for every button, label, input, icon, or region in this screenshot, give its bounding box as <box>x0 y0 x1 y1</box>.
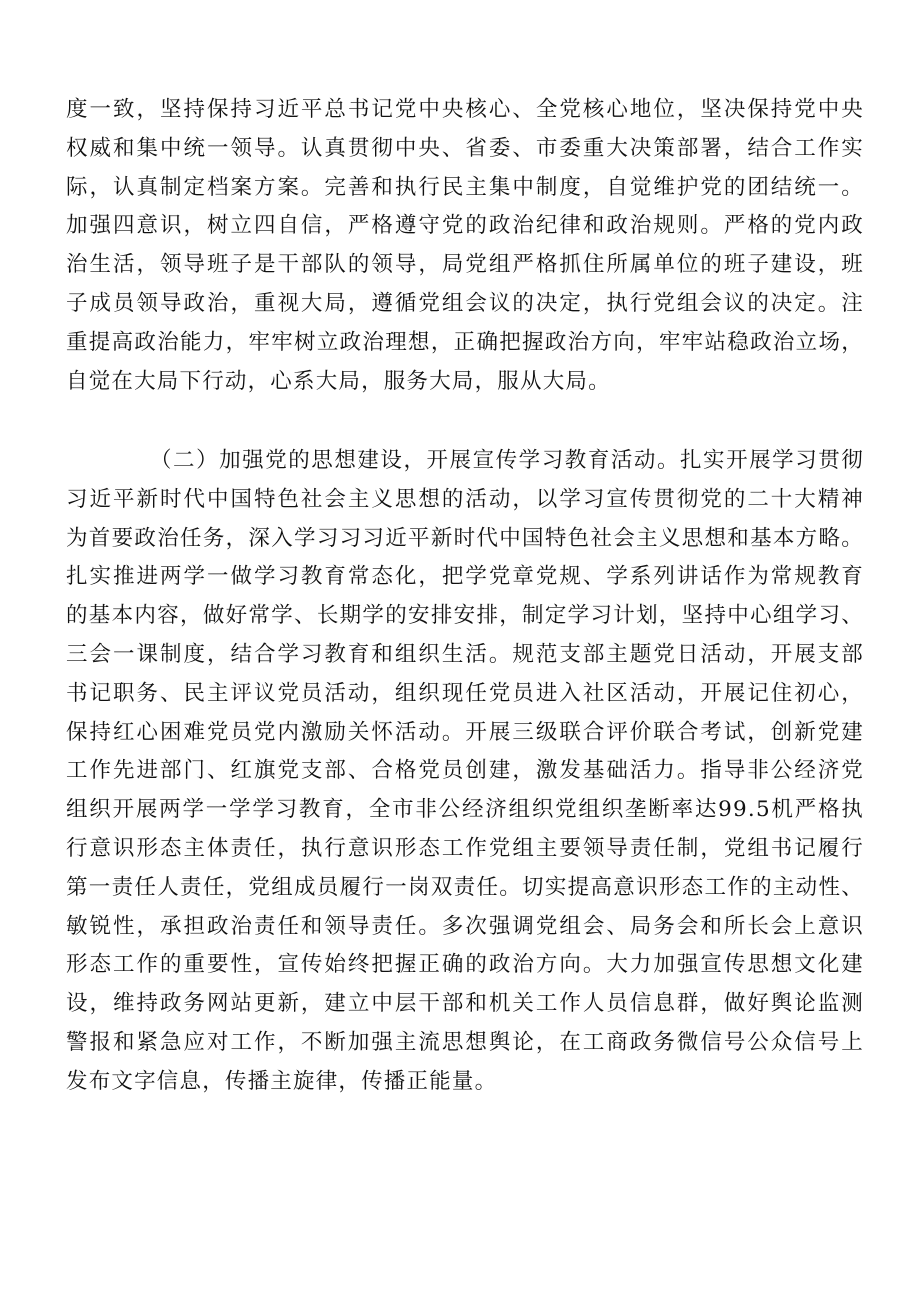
paragraph-2-line: （二）加强党的思想建设，开展宣传学习教育活动。扎实开展学习贯彻 <box>150 448 864 473</box>
paragraph-2-line: 为首要政治任务，深入学习习习近平新时代中国特色社会主义思想和基本方略。 <box>66 525 864 551</box>
paragraph-1-line: 际，认真制定档案方案。完善和执行民主集中制度，自觉维护党的团结统一。 <box>66 174 864 200</box>
paragraph-2-line: 书记职务、民主评议党员活动，组织现任党员进入社区活动，开展记住初心， <box>66 680 864 706</box>
paragraph-1 <box>66 91 864 401</box>
paragraph-2-line: 工作先进部门、红旗党支部、合格党员创建，激发基础活力。指导非公经济党 <box>66 758 864 784</box>
paragraph-1-line: 重提高政治能力，牢牢树立政治理想，正确把握政治方向，牢牢站稳政治立场， <box>66 329 864 355</box>
paragraph-2-line: 敏锐性，承担政治责任和领导责任。多次强调党组会、局务会和所长会上意识 <box>66 913 864 939</box>
paragraph-1-line: 加强四意识，树立四自信，严格遵守党的政治纪律和政治规则。严格的党内政 <box>66 213 864 239</box>
paragraph-2-line: 第一责任人责任，党组成员履行一岗双责任。切实提高意识形态工作的主动性、 <box>66 874 864 900</box>
paragraph-2-line: 设，维持政务网站更新，建立中层干部和机关工作人员信息群，做好舆论监测 <box>66 991 864 1017</box>
paragraph-1-line: 权威和集中统一领导。认真贯彻中央、省委、市委重大决策部署，结合工作实 <box>66 135 864 161</box>
paragraph-2-line: 发布文字信息，传播主旋律，传播正能量。 <box>66 1068 498 1094</box>
paragraph-1-line: 治生活，领导班子是干部队的领导，局党组严格抓住所属单位的班子建设，班 <box>66 252 864 278</box>
paragraph-2-line: 三会一课制度，结合学习教育和组织生活。规范支部主题党日活动，开展支部 <box>66 641 864 667</box>
paragraph-2-line: 的基本内容，做好常学、长期学的安排安排，制定学习计划，坚持中心组学习、 <box>66 603 864 629</box>
paragraph-2-line: 扎实推进两学一做学习教育常态化，把学党章党规、学系列讲话作为常规教育 <box>66 564 864 590</box>
paragraph-2-line: 习近平新时代中国特色社会主义思想的活动，以学习宣传贯彻党的二十大精神 <box>66 486 864 512</box>
paragraph-2-line: 行意识形态主体责任，执行意识形态工作党组主要领导责任制，党组书记履行 <box>66 835 864 861</box>
paragraph-2-line: 保持红心困难党员党内激励关怀活动。开展三级联合评价联合考试，创新党建 <box>66 719 864 745</box>
paragraph-1-line: 子成员领导政治，重视大局，遵循党组会议的决定，执行党组会议的决定。注 <box>66 290 864 316</box>
paragraph-1-line: 度一致，坚持保持习近平总书记党中央核心、全党核心地位，坚决保持党中央 <box>66 97 864 122</box>
paragraph-2 <box>66 442 864 1102</box>
paragraph-2-line: 组织开展两学一学学习教育，全市非公经济组织党组织垄断率达99.5机严格执 <box>66 797 864 823</box>
paragraph-2-line: 形态工作的重要性，宣传始终把握正确的政治方向。大力加强宣传思想文化建 <box>66 952 864 978</box>
paragraph-1-line: 自觉在大局下行动，心系大局，服务大局，服从大局。 <box>66 368 611 394</box>
paragraph-2-line: 警报和紧急应对工作，不断加强主流思想舆论，在工商政务微信号公众信号上 <box>66 1029 864 1055</box>
